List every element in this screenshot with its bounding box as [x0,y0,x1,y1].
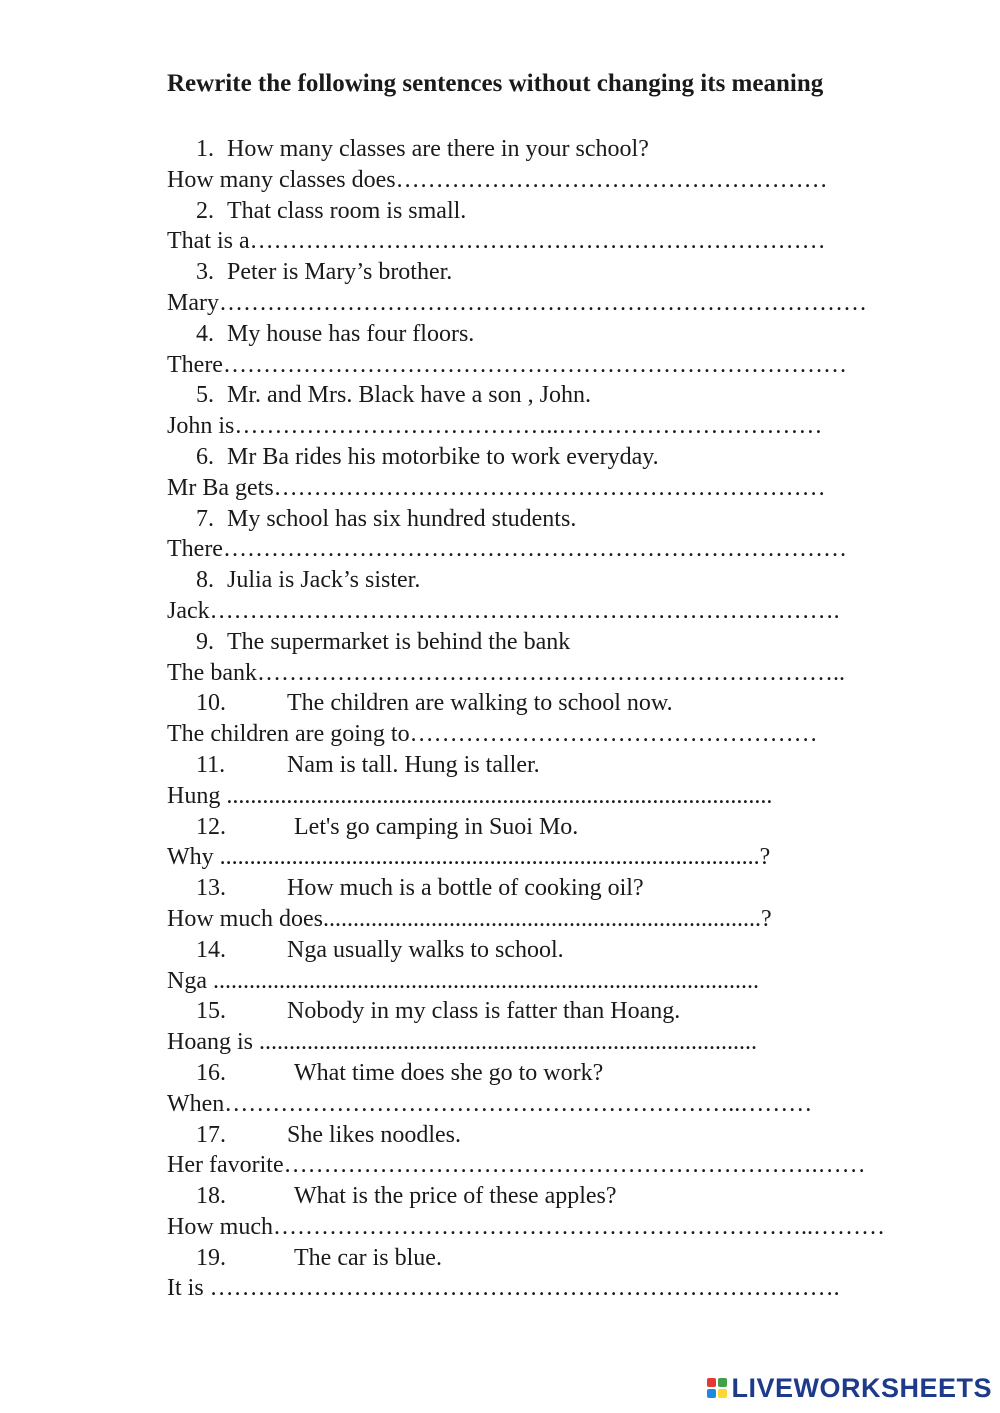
question-number: 14. [196,936,226,963]
question-row [167,565,927,596]
answer-line[interactable]: Hung ........................................................................................... [167,782,773,809]
answer-line[interactable]: There…………………………………………………………………… [167,351,847,378]
answer-line[interactable]: Mary……………………………………………………………………… [167,289,867,316]
question-number: 4. [196,320,214,347]
question-row [167,1058,927,1089]
question-number: 19. [196,1244,226,1271]
question-number: 12. [196,813,226,840]
answer-line[interactable]: John is…………………………………..…………………………… [167,413,823,440]
question-number: 5. [196,382,214,409]
logo-mark-icon [707,1378,727,1398]
question-text: Peter is Mary’s brother. [227,259,453,286]
question-row [167,935,927,966]
question-number: 18. [196,1183,226,1210]
question-row [167,627,927,658]
question-text: That class room is small. [227,197,467,224]
answer-line[interactable]: How many classes does……………………………………………… [167,166,828,193]
answer-line[interactable]: Hoang is ................................................................................... [167,1029,757,1056]
question-text: She likes noodles. [287,1121,461,1148]
question-number: 17. [196,1121,226,1148]
exercise-list [167,134,927,1304]
question-text: Nobody in my class is fatter than Hoang. [287,998,681,1025]
question-text: How many classes are there in your school? [227,136,649,162]
question-number: 9. [196,628,214,655]
question-row [167,996,927,1027]
question-row [167,1243,927,1274]
question-row [167,1120,927,1151]
question-number: 8. [196,567,214,594]
question-text: My house has four floors. [227,320,475,347]
question-text: Julia is Jack’s sister. [227,567,421,594]
question-row [167,873,927,904]
answer-line[interactable]: The bank……………………………………………………………….. [167,659,845,686]
question-text: Mr Ba rides his motorbike to work everyday. [227,443,659,470]
question-row [167,380,927,411]
question-text: Nga usually walks to school. [287,936,564,963]
answer-line[interactable]: When………………………………………………………..……… [167,1090,813,1117]
answer-line[interactable]: How much…………………………………………………………..……… [167,1213,885,1240]
question-row [167,196,927,227]
question-row [167,688,927,719]
worksheet-title: Rewrite the following sentences without changing its meaning [167,70,824,97]
liveworksheets-logo [707,1373,992,1403]
question-text: The car is blue. [294,1244,442,1271]
question-row [167,812,927,843]
question-text: The supermarket is behind the bank [227,628,571,655]
question-number: 10. [196,690,226,717]
question-row [167,319,927,350]
logo-text: LIVEWORKSHEETS [731,1372,992,1403]
question-text: Nam is tall. Hung is taller. [287,751,540,778]
question-number: 13. [196,875,226,902]
answer-line[interactable]: There…………………………………………………………………… [167,536,847,563]
answer-line[interactable]: Mr Ba gets…………………………………………………………… [167,474,826,501]
answer-line[interactable]: That is a……………………………………………………………… [167,228,826,255]
question-text: My school has six hundred students. [227,505,577,532]
question-number: 16. [196,1059,226,1086]
question-number: 7. [196,505,214,532]
question-number: 2. [196,197,214,224]
question-text: The children are walking to school now. [287,690,673,717]
question-row [167,750,927,781]
question-text: What time does she go to work? [294,1059,604,1086]
question-text: Mr. and Mrs. Black have a son , John. [227,382,591,409]
answer-line[interactable]: Jack……………………………………………………………………. [167,597,840,624]
question-number: 15. [196,998,226,1025]
question-number: 3. [196,259,214,286]
answer-line[interactable]: It is ……………………………………………………………………. [167,1275,840,1302]
question-row [167,1181,927,1212]
answer-line[interactable]: Her favorite………………………………………………………….…… [167,1152,866,1179]
question-number: 6. [196,443,214,470]
question-number: 1. [196,136,214,162]
question-row [167,257,927,288]
answer-line[interactable]: Why ..........................................................................................? [167,844,771,871]
answer-line[interactable]: Nga ........................................................................................... [167,967,759,994]
question-text: How much is a bottle of cooking oil? [287,875,644,902]
answer-line[interactable]: How much does.........................................................................? [167,905,772,932]
question-row [167,442,927,473]
question-number: 11. [196,751,226,778]
answer-line[interactable]: The children are going to…………………………………………… [167,721,818,748]
question-text: Let's go camping in Suoi Mo. [294,813,579,840]
question-row [167,134,927,165]
question-text: What is the price of these apples? [294,1183,617,1210]
question-row [167,504,927,535]
